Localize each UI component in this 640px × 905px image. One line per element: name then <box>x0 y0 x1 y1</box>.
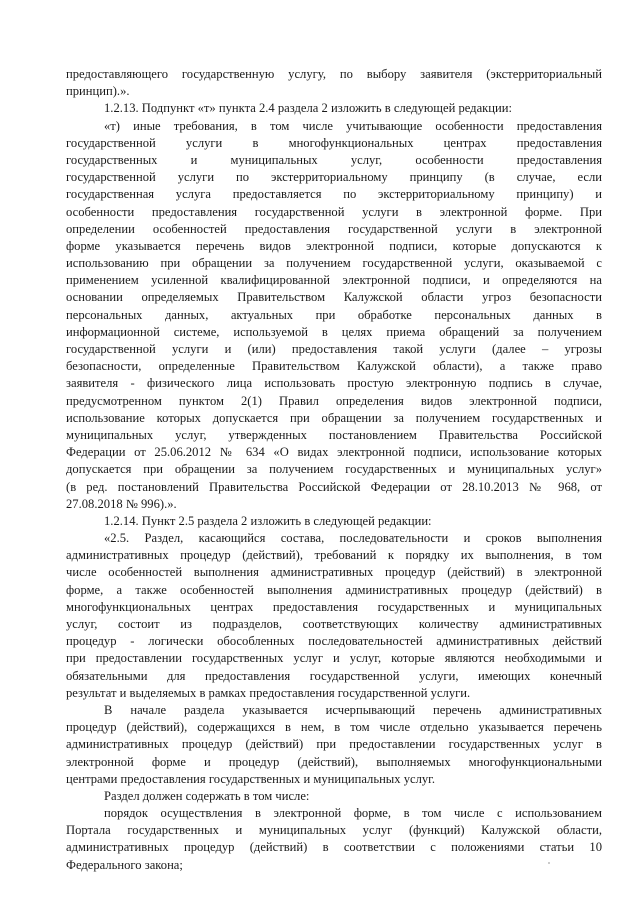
document-line: особенности предоставления государственной услуги в электронной форме. При <box>66 204 602 219</box>
document-line: 1.2.13. Подпункт «т» пункта 2.4 раздела 2 изложить в следующей редакции: <box>104 101 513 116</box>
document-line: государственной услуги и (или) предоставления такой услуги (далее – угрозы <box>66 342 602 356</box>
scan-speck <box>548 862 550 864</box>
document-line: результат и выделяемых в рамках предоставления государственной услуги. <box>66 685 471 700</box>
document-line: принцип).». <box>66 84 130 99</box>
document-line: порядок осуществления в электронной форме, в том числе с использованием <box>104 806 602 821</box>
document-line: административных процедур (действий) в соответствии с положениями статьи 10 <box>66 840 602 855</box>
document-line: «т) иные требования, в том числе учитывающие особенности предоставления <box>104 118 602 133</box>
document-line: информационной системе, используемой в целях приема обращений за получением <box>66 324 602 339</box>
document-line: услуг, состоит из подразделов, соответствующих количеству административных <box>66 617 602 631</box>
document-line: персональных данных, актуальных при обработке персональных данных в <box>66 307 602 322</box>
document-line: использование которых допускается при обращении за получением государственных и <box>66 410 602 425</box>
document-line: обязательными для предоставления государственной услуги, имеющих конечный <box>66 668 602 683</box>
document-line: форме, а также особенностей выполнения административных процедур (действий) в <box>66 582 602 597</box>
document-line: безопасности, определенные Правительством Калужской области), а также право <box>66 359 602 374</box>
document-line: заявителя - физического лица использовать простую электронную подпись в случае, <box>66 376 602 391</box>
document-line: 1.2.14. Пункт 2.5 раздела 2 изложить в следующей редакции: <box>104 513 432 528</box>
document-line: основании определяемых Правительством Калужской области угроз безопасности <box>66 290 602 305</box>
document-line: государственной услуги по экстерриториальному принципу (в случае, если <box>66 170 602 185</box>
document-line: при предоставлении государственных услуг и услуг, которые являются необходимыми и <box>66 651 602 666</box>
document-body <box>66 66 602 874</box>
document-line: форме указывается перечень видов электронной подписи, которые допускаются к <box>66 238 602 253</box>
document-line: многофункциональных центрах предоставления государственных и муниципальных <box>66 599 602 614</box>
document-line: электронной форме и процедур (действий), выполняемых многофункциональными <box>66 754 602 769</box>
document-line: (в ред. постановлений Правительства Российской Федерации от 28.10.2013 № 968, от <box>66 479 602 494</box>
document-line: В начале раздела указывается исчерпывающий перечень административных <box>104 702 602 717</box>
document-line: Портала государственных и муниципальных услуг (функций) Калужской области, <box>66 823 602 838</box>
document-line: административных процедур (действий), требований к порядку их выполнения, в том <box>66 548 602 563</box>
document-line: допускается при обращении за получением государственных и муниципальных услуг» <box>66 462 602 477</box>
document-line: числе особенностей выполнения административных процедур (действий) в электронной <box>66 565 602 580</box>
document-line: «2.5. Раздел, касающийся состава, последовательности и сроков выполнения <box>104 531 602 546</box>
document-line: Раздел должен содержать в том числе: <box>104 788 310 803</box>
document-line: Федерального закона; <box>66 857 183 872</box>
document-line: процедур (действий), содержащихся в нем, в том числе отдельно указывается перечень <box>66 720 602 735</box>
document-line: 27.08.2018 № 996).». <box>66 496 177 511</box>
document-line: центрами предоставления государственных и муниципальных услуг. <box>66 771 436 786</box>
document-line: государственной услуги в многофункциональных центрах предоставления <box>66 135 602 150</box>
document-line: муниципальных услуг, утвержденных постановлением Правительства Российской <box>66 427 602 442</box>
document-line: Федерации от 25.06.2012 № 634 «О видах электронной подписи, использование которых <box>66 445 602 460</box>
document-line: процедур - логически обособленных последовательностей административных действий <box>66 634 602 649</box>
document-line: применением усиленной квалифицированной электронной подписи, и определяются на <box>66 273 602 288</box>
document-line: предоставляющего государственную услугу, по выбору заявителя (экстерриториальный <box>66 67 602 81</box>
document-line: использованию при обращении за получением государственной услуги, оказываемой с <box>66 256 602 271</box>
document-line: предусмотренном пунктом 2(1) Правил определения видов электронной подписи, <box>66 393 602 408</box>
document-line: государственная услуга предоставляется по экстерриториальному принципу) и <box>66 187 602 202</box>
document-line: государственных и муниципальных услуг, особенности предоставления <box>66 152 602 167</box>
document-line: административных процедур (действий) при предоставлении государственных услуг в <box>66 737 602 752</box>
document-line: определении особенностей предоставления государственной услуги в электронной <box>66 221 602 236</box>
